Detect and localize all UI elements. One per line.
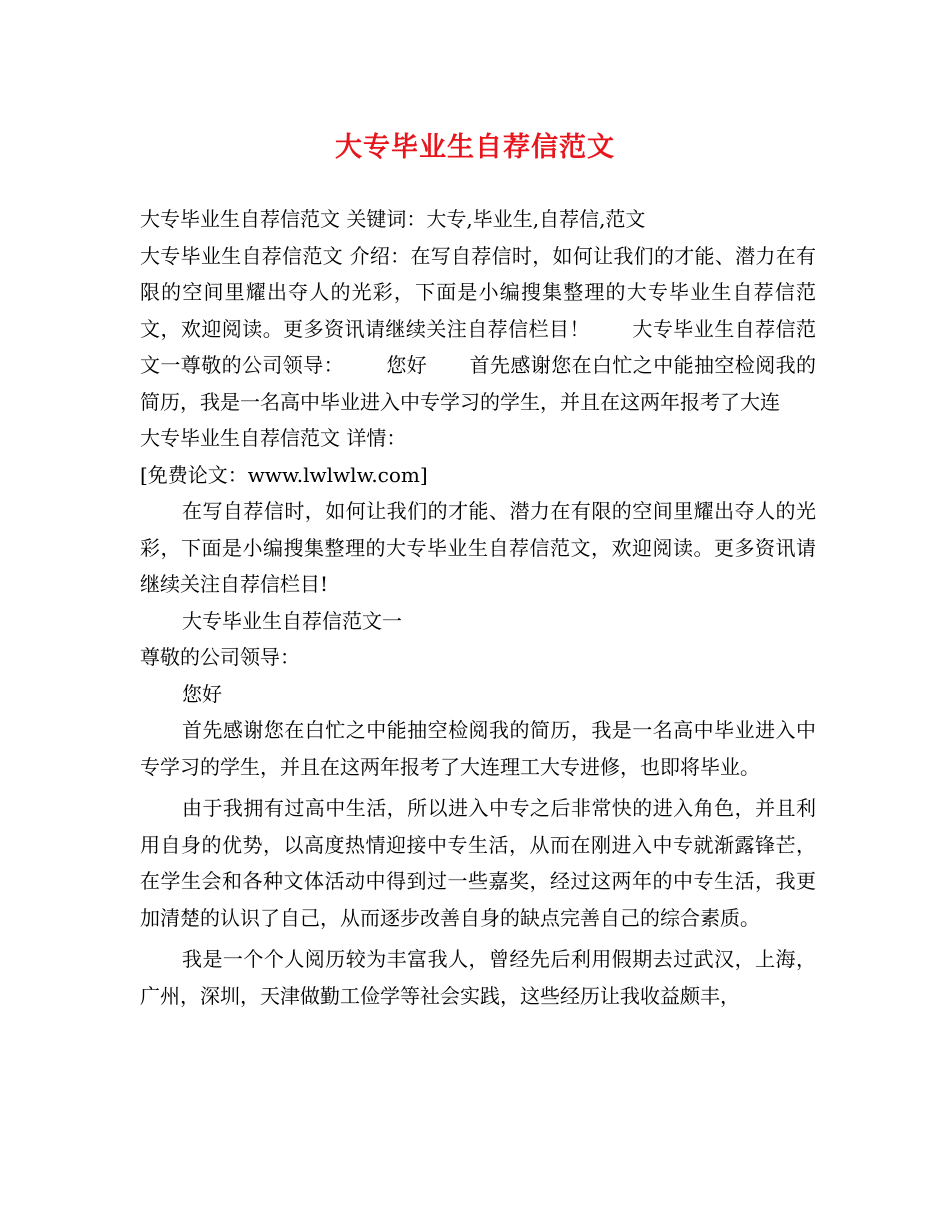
intro-salutation: 大专毕业生自荐信范文一尊敬的公司领导： — [140, 316, 817, 377]
document-title: 大专毕业生自荐信范文 — [335, 132, 615, 163]
document-body — [140, 201, 816, 1014]
greeting: 您好 — [182, 681, 222, 706]
paragraph-2: 由于我拥有过高中生活，所以进入中专之后非常快的进入角色，并且利用自身的优势，以高度热情迎接中专生活，从而在刚进入中专就渐露锋芒，在学生会和各种文体活动中得到过一些嘉奖，经过这两年的中专生活，我更加清楚的认识了自己，从而逐步改善自身的缺点完善自己的综合素质。 — [140, 796, 816, 930]
paragraph-1: 首先感谢您在白忙之中能抽空检阅我的简历，我是一名高中毕业进入中专学习的学生，并且在这两年报考了大连理工大专进修，也即将毕业。 — [140, 718, 816, 779]
paragraph-intro: 在写自荐信时，如何让我们的才能、潜力在有限的空间里耀出夺人的光彩，下面是小编搜集整理的大专毕业生自荐信范文，欢迎阅读。更多资讯请继续关注自荐信栏目! — [140, 499, 816, 596]
intro-summary — [140, 238, 816, 421]
intro-excerpt: 首先感谢您在白忙之中能抽空检阅我的简历，我是一名高中毕业进入中专学习的学生，并且在这两年报考了大连 — [140, 353, 817, 414]
salutation: 尊敬的公司领导： — [140, 645, 300, 669]
section-title: 大专毕业生自荐信范文一 — [182, 608, 402, 633]
intro-text: 大专毕业生自荐信范文 介绍：在写自荐信时，如何让我们的才能、潜力在有限的空间里耀出夺人的光彩，下面是小编搜集整理的大专毕业生自荐信范文，欢迎阅读。更多资讯请继续关注自荐信栏目！ — [140, 243, 816, 341]
paragraph-3: 我是一个个人阅历较为丰富我人，曾经先后利用假期去过武汉，上海，广州，深圳，天津做勤工俭学等社会实践，这些经历让我收益颇丰， — [140, 947, 816, 1008]
source-line: [免费论文：www.lwlwlw.com] — [140, 462, 428, 487]
details-line: 大专毕业生自荐信范文 详情： — [140, 426, 407, 450]
intro-greeting: 您好 — [386, 353, 428, 377]
keywords-line: 大专毕业生自荐信范文 关键词：大专,毕业生,自荐信,范文 — [140, 207, 646, 231]
